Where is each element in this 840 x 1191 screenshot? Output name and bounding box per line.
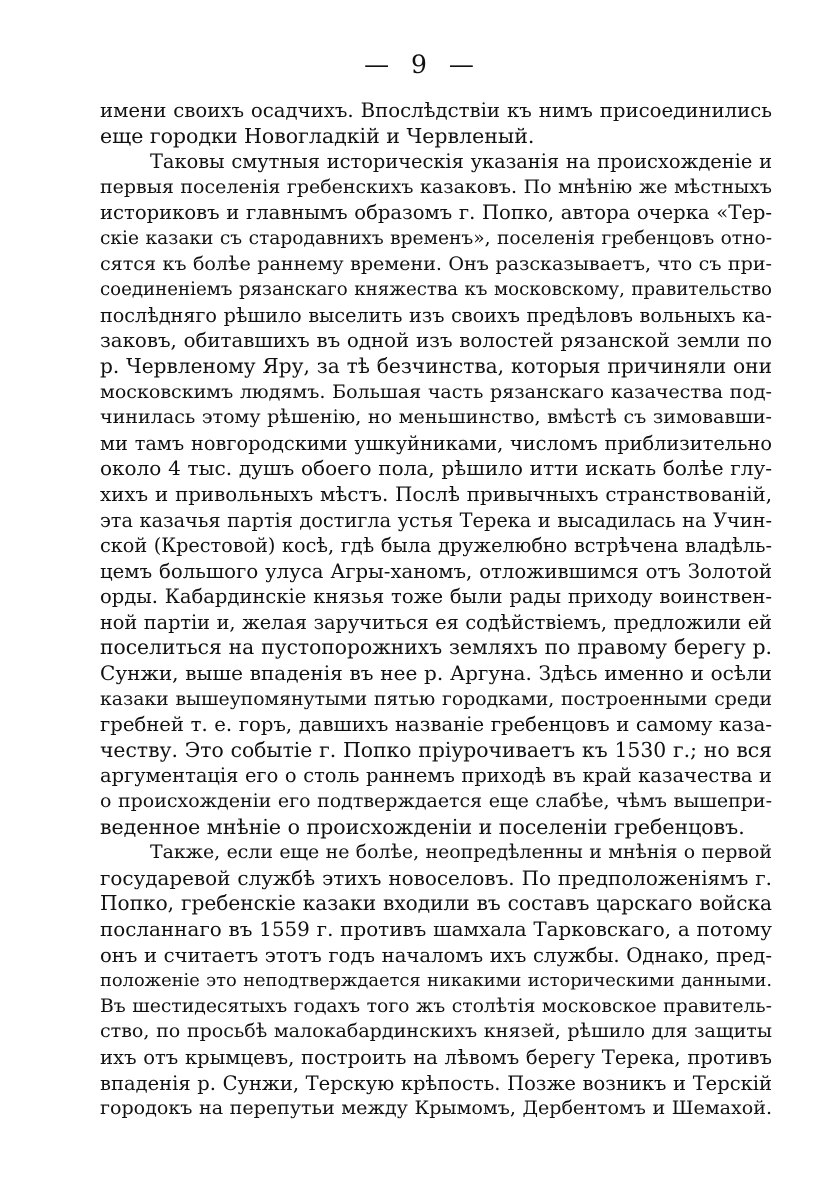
text-line: Попко, гребенскіе казаки входили въ составъ царскаго войска — [100, 891, 772, 916]
text-line: московскимъ людямъ. Большая часть рязанскаго казачества под- — [100, 380, 772, 403]
paragraph — [100, 840, 772, 1122]
text-line: Также, если еще не болѣе, неопредѣленны и мнѣнія о первой — [150, 841, 772, 864]
text-line: городокъ на перепутьи между Крымомъ, Дербентомъ и Шемахой. — [100, 1097, 772, 1120]
text-line: скіе казаки съ стародавнихъ временъ», поселенія гребенцовъ отно- — [100, 227, 772, 249]
text-line: веденное мнѣніе о происхожденіи и поселеніи гребенцовъ. — [100, 814, 745, 839]
text-line: р. Червленому Яру, за тѣ безчинства, которыя причиняли они — [100, 353, 772, 378]
text-line: гребней т. е. горъ, давшихъ названіе гребенцовъ и самому каза- — [100, 713, 772, 737]
text-line: посланнаго въ 1559 г. противъ шамхала Тарковскаго, а потому — [100, 918, 772, 941]
text-line: сятся къ болѣе раннему времени. Онъ разсказываетъ, что съ при- — [100, 252, 772, 275]
page-number: — 9 — — [364, 50, 476, 79]
text-line: еще городки Новогладкій и Червленый. — [100, 123, 535, 148]
text-line: цемъ большого улуса Агры-ханомъ, отложившимся отъ Золотой — [100, 559, 772, 583]
paragraph — [100, 98, 772, 149]
text-line: ихъ отъ крымцевъ, построить на лѣвомъ берегу Терека, противъ — [100, 1045, 772, 1069]
text-line: ской (Крестовой) косѣ, гдѣ была дружелюбно встрѣчена владѣль- — [100, 534, 772, 558]
text-line: казаки вышеупомянутыми пятью городками, построенными среди — [100, 688, 772, 710]
text-line: впаденія р. Сунжи, Терскую крѣпость. Позже возникъ и Терскій — [100, 1071, 772, 1095]
text-line: орды. Кабардинскіе князья тоже были рады приходу воинствен- — [100, 585, 772, 609]
text-line: Сунжи, выше впаденія въ нее р. Аргуна. Здѣсь именно и осѣли — [100, 661, 772, 686]
text-line: о происхожденіи его подтверждается еще слабѣе, чѣмъ вышепри- — [100, 790, 772, 813]
text-line: честву. Это событіе г. Попко пріурочиваетъ къ 1530 г.; но вся — [100, 737, 772, 762]
text-line: онъ и считаетъ этотъ годъ началомъ ихъ службы. Однако, пред- — [100, 943, 772, 967]
text-line: имени своихъ осадчихъ. Впослѣдствіи къ нимъ присоединились — [100, 99, 772, 122]
text-line: хихъ и привольныхъ мѣстъ. Послѣ привычныхъ странствованій, — [100, 482, 772, 506]
text-line: чинилась этому рѣшенію, но меньшинство, вмѣстѣ съ зимовавши- — [100, 406, 772, 429]
text-line: заковъ, обитавшихъ въ одной изъ волостей рязанской земли по — [100, 329, 772, 353]
text-line: около 4 тыс. душъ обоего пола, рѣшило итти искать болѣе глу- — [100, 456, 772, 481]
text-line: поселиться на пустопорожнихъ земляхъ по правому берегу р. — [100, 635, 772, 660]
text-line: Таковы смутныя историческія указанія на происхожденіе и — [150, 150, 772, 174]
text-line: ство, по просьбѣ малокабардинскихъ князей, рѣшило для защиты — [100, 1020, 772, 1043]
text-line: первыя поселенія гребенскихъ казаковъ. По мнѣнію же мѣстныхъ — [100, 175, 772, 198]
text-line: государевой службѣ этихъ новоселовъ. По предположеніямъ г. — [100, 866, 772, 890]
text-line: аргументація его о столь раннемъ приходѣ въ край казачества и — [100, 764, 772, 788]
text-line: историковъ и главнымъ образомъ г. Попко, автора очерка «Тер- — [100, 201, 772, 225]
text-line: послѣдняго рѣшило выселить изъ своихъ предѣловъ вольныхъ ка- — [100, 303, 772, 327]
text-line: ми тамъ новгородскими ушкуйниками, числомъ приблизительно — [100, 431, 772, 455]
text-line: эта казачья партія достигла устья Терека и высадилась на Учин- — [100, 508, 772, 532]
text-line: соединеніемъ рязанскаго княжества къ московскому, правительство — [100, 279, 772, 301]
text-line: положеніе это неподтверждается никакими историческими данными. — [100, 970, 772, 992]
paragraph — [100, 149, 772, 840]
page-body — [100, 98, 772, 1122]
text-line: Въ шестидесятыхъ годахъ того жъ столѣтія московское правитель- — [100, 995, 772, 1017]
text-line: ной партіи и, желая заручиться ея содѣйствіемъ, предложили ей — [100, 610, 772, 634]
